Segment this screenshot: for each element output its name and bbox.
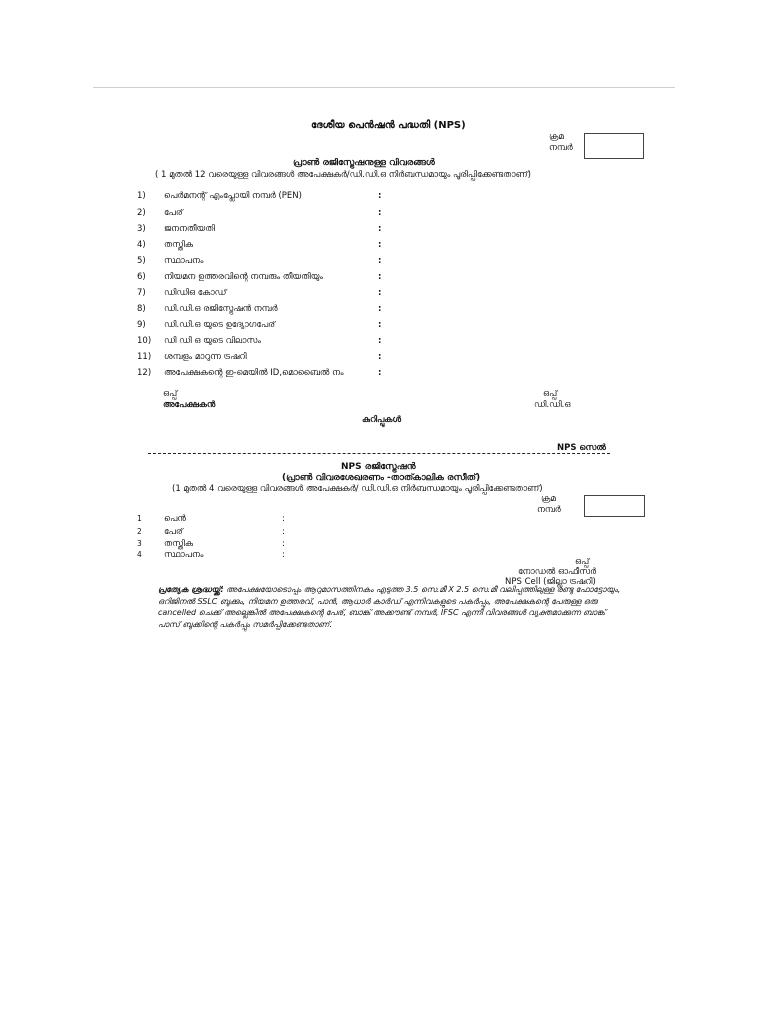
field-number: 10) [137, 336, 152, 346]
cut-line [148, 453, 610, 454]
serial-label-line2: നമ്പർ [549, 143, 573, 153]
field-colon: : [378, 288, 382, 298]
field-label: ഡിഡിഒ കോഡ് [164, 288, 227, 298]
applicant-label: അപേക്ഷകൻ [163, 400, 216, 410]
field-colon: : [378, 256, 382, 266]
nps-cell-label: NPS സെൽ [557, 443, 606, 453]
receipt-field-number: 4 [137, 550, 142, 559]
receipt-serial-label-line2: നമ്പർ [537, 505, 561, 515]
field-number: 9) [137, 320, 146, 330]
receipt-sign-word: ഒപ്പ് [575, 557, 590, 567]
remarks-label: കുറിപ്പുകൾ [362, 415, 402, 425]
field-number: 7) [137, 288, 146, 298]
field-label: അപേക്ഷകന്റെ ഇ-മെയിൽ ID,മൊബൈൽ നം [164, 368, 344, 378]
field-label: നിയമന ഉത്തരവിന്റെ നമ്പരും തീയതിയും [164, 272, 323, 282]
special-note [158, 584, 623, 630]
field-colon: : [378, 191, 382, 201]
receipt-field-colon: : [282, 514, 285, 524]
receipt-title: NPS രജിസ്ട്രേഷൻ [341, 462, 416, 472]
note-lead: പ്രത്യേക ശ്രദ്ധയ്ക്ക്: [158, 585, 224, 594]
top-rule [93, 87, 675, 88]
nps-cell-district-label: NPS Cell (ജില്ലാ ട്രഷറി) [505, 577, 596, 587]
field-label: തസ്തിക [164, 240, 193, 250]
field-colon: : [378, 208, 382, 218]
field-number: 3) [137, 224, 146, 234]
field-label: ശമ്പളം മാറുന്ന ട്രഷറി [164, 352, 247, 362]
field-label: പെർമനന്റ് എംപ്ലോയി നമ്പർ (PEN) [164, 191, 302, 201]
receipt-serial-label-line1: ക്രമ [541, 494, 556, 504]
field-number: 2) [137, 208, 146, 218]
receipt-field-number: 3 [137, 539, 142, 548]
receipt-serial-number-box[interactable] [584, 495, 645, 517]
serial-label-line1: ക്രമ [549, 132, 564, 142]
receipt-field-label: സ്ഥാപനം [164, 550, 204, 560]
nodal-officer-label: നോഡൽ ഓഫീസർ [518, 567, 597, 577]
field-label: സ്ഥാപനം [164, 256, 204, 266]
field-number: 4) [137, 240, 146, 250]
field-colon: : [378, 336, 382, 346]
field-number: 11) [137, 352, 152, 362]
note-body: അപേക്ഷയോടൊപ്പം ആറുമാസത്തിനകം എടുത്ത 3.5 സെ.മീ X 2.5 സെ.മീ വലിപ്പത്തിലുള്ള രണ്ടു ഫോട്ടോയും, ഒറിജിനൽ SSLC ബുക്കും, നിയമന ഉത്തരവ്, പാൻ, ആധാർ കാർഡ് എന്നിവകളുടെ പകർപ്പും, അപേക്ഷകന്റെ പേരുള്ള ഒരു cancelled ചെക്ക് അല്ലെങ്കിൽ അപേക്ഷകന്റെ പേര്, ബാങ്ക് അക്കൗണ്ട് നമ്പർ, IFSC എന്നീ വിവരങ്ങൾ വ്യക്തമാക്കുന്ന ബാങ്ക് പാസ് ബുക്കിന്റെ പകർപ്പും സമർപ്പിക്കേണ്ടതാണ്. [158, 585, 621, 629]
form-title: ദേശീയ പെൻഷൻ പദ്ധതി (NPS) [311, 120, 466, 131]
form-subtitle: പ്രാൺ രജിസ്ട്രേഷനുള്ള വിവരങ്ങൾ [293, 158, 435, 168]
ddo-label: ഡി.ഡി.ഒ [534, 400, 571, 410]
receipt-field-colon: : [282, 550, 285, 560]
receipt-field-label: തസ്തിക [164, 539, 193, 549]
field-label: പേര് [164, 208, 183, 218]
field-colon: : [378, 224, 382, 234]
receipt-field-label: പേര് [164, 527, 183, 537]
field-number: 8) [137, 304, 146, 314]
field-number: 6) [137, 272, 146, 282]
field-label: ജനനതീയതി [164, 224, 215, 234]
field-colon: : [378, 368, 382, 378]
field-colon: : [378, 320, 382, 330]
field-number: 12) [137, 368, 152, 378]
receipt-field-label: പെൻ [164, 514, 186, 524]
field-colon: : [378, 240, 382, 250]
receipt-field-number: 1 [137, 514, 142, 523]
applicant-sign-word: ഒപ്പ് [163, 389, 178, 399]
field-label: ഡി.ഡി.ഒ യുടെ ഉദ്യോഗപേര് [164, 320, 276, 330]
receipt-subtitle: (പ്രാൺ വിവരശേഖരണം -താത്കാലിക രസീത്) [282, 473, 481, 483]
serial-number-box[interactable] [584, 133, 644, 159]
receipt-field-colon: : [282, 539, 285, 549]
receipt-instruction: (1 മുതൽ 4 വരെയുള്ള വിവരങ്ങൾ അപേക്ഷകർ/ ഡി.ഡി.ഒ നിർബന്ധമായും പൂരിപ്പിക്കേണ്ടതാണ്) [172, 484, 543, 494]
field-colon: : [378, 304, 382, 314]
receipt-field-number: 2 [137, 527, 142, 536]
ddo-sign-word: ഒപ്പ് [543, 389, 558, 399]
field-label: ഡി.ഡി.ഒ രജിസ്ട്രേഷൻ നമ്പർ [164, 304, 278, 314]
field-colon: : [378, 352, 382, 362]
field-label: ഡി ഡി ഒ യുടെ വിലാസം [164, 336, 261, 346]
field-colon: : [378, 272, 382, 282]
form-instruction: ( 1 മുതൽ 12 വരെയുള്ള വിവരങ്ങൾ അപേക്ഷകർ/ഡി.ഡി.ഒ നിർബന്ധമായും പൂരിപ്പിക്കേണ്ടതാണ്) [155, 170, 531, 180]
receipt-field-colon: : [282, 527, 285, 537]
field-number: 1) [137, 191, 146, 201]
field-number: 5) [137, 256, 146, 266]
